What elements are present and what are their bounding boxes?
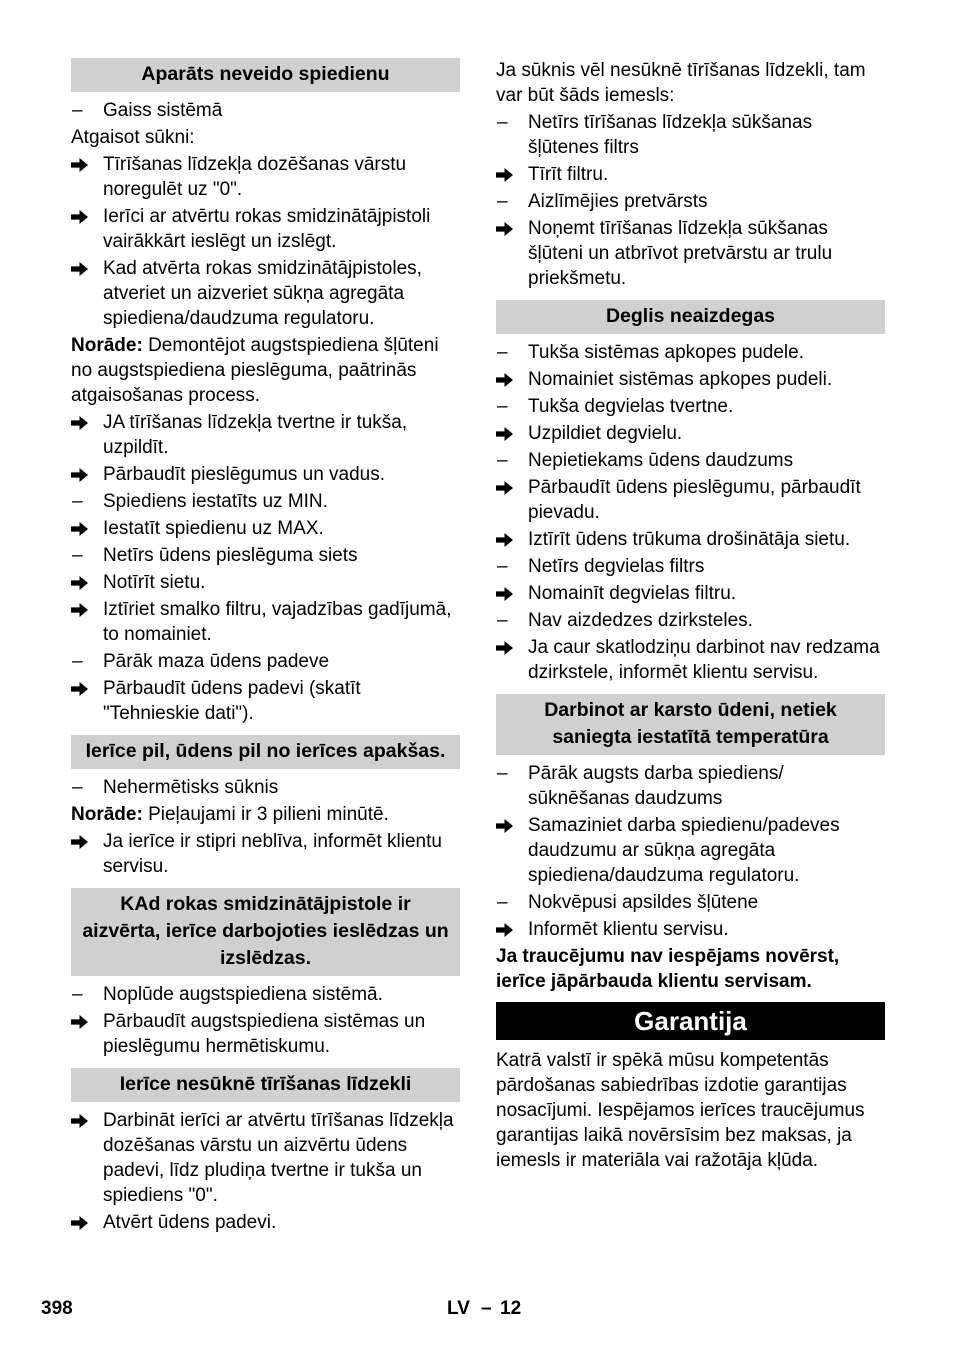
- action-item: [71, 1210, 460, 1235]
- dash-bullet-icon: –: [72, 984, 83, 1005]
- dash-bullet-icon: –: [497, 610, 508, 631]
- item-text: Nav aizdedzes dzirksteles.: [528, 610, 753, 631]
- note-text: Pieļaujami ir 3 pilieni minūtē.: [142, 804, 389, 825]
- item-text: Nokvēpusi apsildes šļūtene: [528, 892, 759, 913]
- item-text: Iztīriet smalko filtru, vajadzības gadījumā, to nomainiet.: [103, 599, 452, 645]
- arrow-right-icon: [71, 204, 97, 224]
- dash-bullet-icon: –: [497, 892, 508, 913]
- dash-bullet-icon: –: [497, 112, 508, 133]
- item-text: Spiediens iestatīts uz MIN.: [103, 491, 328, 512]
- item-text: Tukša degvielas tvertne.: [528, 396, 734, 417]
- action-item: [71, 676, 460, 726]
- arrow-right-icon: [496, 367, 522, 387]
- dash-bullet-icon: –: [72, 491, 83, 512]
- arrow-right-icon: [71, 1009, 97, 1029]
- arrow-right-icon: [71, 829, 97, 849]
- action-item: [496, 813, 885, 888]
- section-heading: Darbinot ar karsto ūdeni, netiek saniegta iestatītā temperatūra: [496, 694, 885, 755]
- arrow-right-icon: [71, 152, 97, 172]
- item-text: Netīrs ūdens pieslēguma siets: [103, 545, 358, 566]
- action-item: [71, 1009, 460, 1059]
- note-label: Norāde:: [71, 804, 143, 825]
- item-text: Pārbaudīt ūdens padevi (skatīt "Tehnieskie dati").: [103, 678, 361, 724]
- chapter-heading: Garantija: [496, 1002, 885, 1040]
- item-text: Tīrīt filtru.: [528, 164, 609, 185]
- cause-item: [71, 489, 460, 514]
- section-heading: KAd rokas smidzinātājpistole ir aizvērta, ierīce darbojoties ieslēdzas un izslēdzas.: [71, 888, 460, 976]
- right-column: [496, 58, 885, 1175]
- item-text: Nehermētisks sūknis: [103, 777, 279, 798]
- item-text: Darbināt ierīci ar atvērtu tīrīšanas līdzekļa dozēšanas vārstu un aizvērtu ūdens padevi, līdz pludiņa tvertne ir tukša un spiediens "0".: [103, 1110, 454, 1206]
- item-text: Uzpildiet degvielu.: [528, 423, 683, 444]
- item-text: Iestatīt spiedienu uz MAX.: [103, 518, 324, 539]
- dash-bullet-icon: –: [497, 450, 508, 471]
- action-item: [496, 475, 885, 525]
- arrow-right-icon: [71, 597, 97, 617]
- note-paragraph: [71, 802, 460, 827]
- cause-item: [496, 340, 885, 365]
- action-item: [496, 162, 885, 187]
- item-text: Pārāk maza ūdens padeve: [103, 651, 330, 672]
- arrow-right-icon: [496, 421, 522, 441]
- arrow-right-icon: [71, 676, 97, 696]
- action-item: [71, 410, 460, 460]
- action-item: [71, 204, 460, 254]
- arrow-right-icon: [496, 635, 522, 655]
- item-text: Ierīci ar atvērtu rokas smidzinātājpistoli vairākkārt ieslēgt un izslēgt.: [103, 206, 431, 252]
- arrow-right-icon: [496, 216, 522, 236]
- item-text: Iztīrīt ūdens trūkuma drošinātāja sietu.: [528, 529, 851, 550]
- action-item: [496, 635, 885, 685]
- item-text: Kad atvērta rokas smidzinātājpistoles, atveriet un aizveriet sūkņa agregāta spiediena/daudzuma regulatoru.: [103, 258, 422, 329]
- action-item: [71, 1108, 460, 1208]
- action-item: [71, 516, 460, 541]
- item-text: Nepietiekams ūdens daudzums: [528, 450, 794, 471]
- item-text: Pārbaudīt pieslēgumus un vadus.: [103, 464, 386, 485]
- item-text: Pārbaudīt augstspiediena sistēmas un pieslēgumu hermētiskumu.: [103, 1011, 426, 1057]
- item-text: Ja caur skatlodziņu darbinot nav redzama dzirkstele, informēt klientu servisu.: [528, 637, 880, 683]
- arrow-right-icon: [496, 813, 522, 833]
- item-text: Nomainīt degvielas filtru.: [528, 583, 737, 604]
- bold-paragraph: Ja traucējumu nav iespējams novērst, ierīce jāpārbauda klientu servisam.: [496, 946, 840, 992]
- item-text: Noņemt tīrīšanas līdzekļa sūkšanas šļūteni un atbrīvot pretvārstu ar trulu priekšmetu.: [528, 218, 833, 289]
- action-item: [71, 462, 460, 487]
- cause-item: [496, 189, 885, 214]
- cause-item: [71, 982, 460, 1007]
- arrow-right-icon: [496, 581, 522, 601]
- item-text: JA tīrīšanas līdzekļa tvertne ir tukša, uzpildīt.: [103, 412, 408, 458]
- cause-item: [71, 543, 460, 568]
- cause-item: [496, 554, 885, 579]
- dash-bullet-icon: –: [497, 763, 508, 784]
- section-page-number: 12: [500, 1298, 522, 1319]
- item-text: Tukša sistēmas apkopes pudele.: [528, 342, 805, 363]
- left-column: [71, 58, 460, 1237]
- cause-item: [71, 98, 460, 123]
- arrow-right-icon: [496, 162, 522, 182]
- action-item: [71, 256, 460, 331]
- arrow-right-icon: [496, 917, 522, 937]
- dash-bullet-icon: –: [72, 100, 83, 121]
- arrow-right-icon: [71, 1108, 97, 1128]
- item-text: Pārāk augsts darba spiediens/ sūknēšanas daudzums: [528, 763, 784, 809]
- dash-bullet-icon: –: [497, 556, 508, 577]
- item-text: Nomainiet sistēmas apkopes pudeli.: [528, 369, 833, 390]
- cause-item: [71, 649, 460, 674]
- arrow-right-icon: [71, 516, 97, 536]
- note-text: Demontējot augstspiediena šļūteni no augstspiediena pieslēguma, paātrinās atgaisošanas process.: [71, 335, 439, 406]
- action-item: [71, 152, 460, 202]
- dash-bullet-icon: –: [497, 191, 508, 212]
- cause-item: [496, 890, 885, 915]
- page-number: 398: [41, 1298, 73, 1319]
- dash-bullet-icon: –: [497, 342, 508, 363]
- note-paragraph: [71, 333, 460, 408]
- item-text: Noplūde augstspiediena sistēmā.: [103, 984, 383, 1005]
- paragraph: Ja sūknis vēl nesūknē tīrīšanas līdzekli, tam var būt šāds iemesls:: [496, 60, 866, 106]
- footer-dash: –: [481, 1298, 492, 1319]
- item-text: Atvērt ūdens padevi.: [103, 1212, 277, 1233]
- arrow-right-icon: [71, 256, 97, 276]
- item-text: Gaiss sistēmā: [103, 100, 223, 121]
- action-item: [496, 917, 885, 942]
- paragraph: Katrā valstī ir spēkā mūsu kompetentās pārdošanas sabiedrības izdotie garantijas nosacījumi. Iespējamos ierīces traucējumus garantijas laikā novērsīsim bez maksas, ja iemesls ir materiāla vai ražotāja kļūda.: [496, 1050, 865, 1171]
- action-item: [71, 570, 460, 595]
- note-label: Norāde:: [71, 335, 143, 356]
- section-heading: Deglis neaizdegas: [496, 300, 885, 334]
- cause-item: [496, 608, 885, 633]
- dash-bullet-icon: –: [72, 545, 83, 566]
- cause-item: [496, 761, 885, 811]
- item-text: Informēt klientu servisu.: [528, 919, 729, 940]
- cause-item: [496, 394, 885, 419]
- action-item: [496, 581, 885, 606]
- dash-bullet-icon: –: [72, 651, 83, 672]
- item-text: Ja ierīce ir stipri neblīva, informēt klientu servisu.: [103, 831, 442, 877]
- dash-bullet-icon: –: [72, 777, 83, 798]
- arrow-right-icon: [71, 1210, 97, 1230]
- action-item: [496, 421, 885, 446]
- arrow-right-icon: [496, 527, 522, 547]
- item-text: Netīrs degvielas filtrs: [528, 556, 705, 577]
- item-text: Notīrīt sietu.: [103, 572, 206, 593]
- arrow-right-icon: [71, 410, 97, 430]
- action-item: [496, 367, 885, 392]
- item-text: Samaziniet darba spiedienu/padeves daudzumu ar sūkņa agregāta spiediena/daudzuma regulatoru.: [528, 815, 840, 886]
- item-text: Netīrs tīrīšanas līdzekļa sūkšanas šļūtenes filtrs: [528, 112, 813, 158]
- dash-bullet-icon: –: [497, 396, 508, 417]
- paragraph: Atgaisot sūkni:: [71, 127, 195, 148]
- cause-item: [71, 775, 460, 800]
- action-item: [71, 597, 460, 647]
- action-item: [496, 527, 885, 552]
- cause-item: [496, 110, 885, 160]
- section-heading: Aparāts neveido spiedienu: [71, 58, 460, 92]
- item-text: Pārbaudīt ūdens pieslēgumu, pārbaudīt pievadu.: [528, 477, 861, 523]
- section-heading: Ierīce pil, ūdens pil no ierīces apakšas.: [71, 735, 460, 769]
- arrow-right-icon: [496, 475, 522, 495]
- section-heading: Ierīce nesūknē tīrīšanas līdzekli: [71, 1068, 460, 1102]
- arrow-right-icon: [71, 462, 97, 482]
- action-item: [71, 829, 460, 879]
- item-text: Aizlīmējies pretvārsts: [528, 191, 708, 212]
- language-code: LV: [447, 1298, 470, 1319]
- arrow-right-icon: [71, 570, 97, 590]
- cause-item: [496, 448, 885, 473]
- item-text: Tīrīšanas līdzekļa dozēšanas vārstu noregulēt uz "0".: [103, 154, 407, 200]
- action-item: [496, 216, 885, 291]
